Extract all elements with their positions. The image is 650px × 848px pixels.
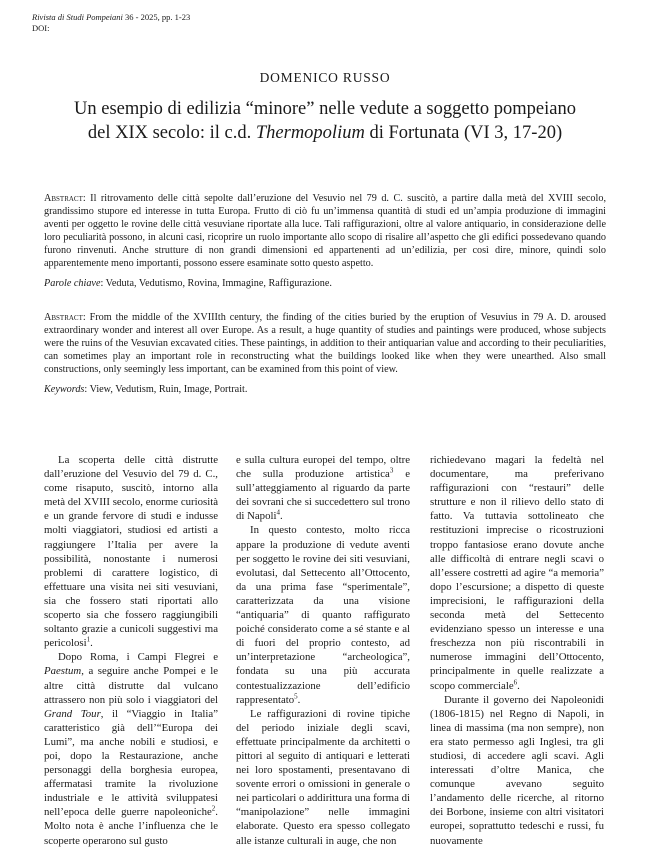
- paragraph: La scoperta delle città distrutte dall’eruzione del Vesuvio del 79 d. C., come risaputo, suscitò, intorno alla metà del XVIII secolo, enorme curiosità e un grande fervore di studi e indusse molti viaggiatori, studiosi ed artisti a raggiungere l’Italia per avere la possibilità, nonostante i numerosi problemi di carattere logistico, di effettuare una visita nei siti vesuviani, sia che fossero stati riportati allo scoperto sia che fossero raggiungibili soltanto grazie a cunicoli suggestivi ma pericolosi$^1$.: [44, 454, 218, 650]
- paragraph: [44, 650, 218, 847]
- title-italic-term: Thermopolium: [255, 123, 365, 143]
- paragraph-text: , il “Viaggio in Italia” caratteristico già dell’“Europa dei Lumi”, ma anche nobili e studiosi, e poi, dopo la Restaurazione, anche personaggi della borghesia europea, affermatasi tramite la rivoluzione industriale e le attività sviluppatesi nell’epoca delle guerre napoleoniche: [44, 707, 218, 819]
- body-column-3: [430, 453, 604, 848]
- doi-label: DOI:: [32, 23, 50, 33]
- italic-term: Paestum: [44, 665, 82, 678]
- title-part: di Fortunata (VI 3, 17-20): [364, 123, 563, 143]
- paragraph-text: Durante il governo dei Napoleonidi (1806-1815) nel Regno di Napoli, in linea di massima (ma non sempre), non era stato permesso agli Inglesi, tra gli studiosi, di accedere agli scavi. Agli interessati d’oltre Manica, che comunque avevano seguito l’andamento delle ricerche, al ritorno dei Borbone, insieme con altri visitatori europei, soprattutto tedeschi e russi, fu nuovamente: [430, 693, 604, 847]
- journal-issue: 36 - 2025, pp. 1-23: [122, 12, 191, 22]
- footnote-ref[interactable]: 4: [276, 508, 280, 517]
- journal-name: Rivista di Studi Pompeiani: [32, 12, 123, 22]
- paragraph-text: Le raffigurazioni di rovine tipiche del periodo iniziale degli scavi, effettuate principalmente da architetti o pittori al seguito di antiquari e letterati nei loro spostamenti, presentavano di sovente errori o omissioni in generale o nei particolari o addirittura una forma di “manipolazione” nelle immagini elaborate. Questo era spesso collegato alle istanze culturali in auge, che non: [236, 707, 410, 847]
- footnote-ref[interactable]: 2: [211, 804, 216, 813]
- paragraph: [236, 707, 410, 848]
- footnote-ref[interactable]: 5: [294, 692, 298, 700]
- paragraph: [430, 693, 604, 848]
- footnote-ref[interactable]: 3: [389, 466, 394, 475]
- abstract-text: Il ritrovamento delle città sepolte dall’eruzione del Vesuvio nel 79 d. C. suscitò, a partire dalla metà del XVIII secolo, grandissimo stupore ed interesse in tutta Europa. Frutto di ciò fu un’immensa quantità di studi ed un’ampia produzione di immagini aventi per oggetto le rovine delle città vesuviane riportate alla luce. Tali raffigurazioni, oltre al valore antiquario, in considerazione delle loro peculiarità possono, in alcuni casi, ricoprire un ruolo importante allo scopo di risalire all’aspetto che gli edifici possedevano quando furono rinvenuti. Anche strutture di non grandi dimensioni ed appartenenti ad un’edilizia, per così dire, minore, quindi solo apparentemente meno importanti, possono essere esaminate sotto questo aspetto.: [44, 193, 606, 269]
- keywords-text: : Veduta, Vedutismo, Rovina, Immagine, Raffigurazione.: [100, 278, 332, 289]
- abstract-italian: [44, 192, 606, 270]
- paragraph: In questo contesto, molto ricca appare la produzione di vedute aventi per soggetto le rovine dei siti vesuviani, evolutasi, dal Settecento all’Ottocento, da una prima fase “sperimentale”, caratterizzata da una visione “antiquaria” di quanto raffigurato poiché considerato come a sé stante e al di fuori del proprio contesto, ad un’interpretazione “archeologica”, fondata su una più accurata contestualizzazione dell’edificio rappresentato$^5$.: [236, 524, 410, 706]
- paragraph: richiedevano magari la fedeltà nel documentare, ma preferivano raffigurazioni con “restauri” delle strutture e non il rilievo dello stato di fatto. Va tuttavia sottolineato che restituzioni imprecise o ricostruzioni troppo fantasiose erano dovute anche alle difficoltà di entrare negli scavi o all’essere costretti ad agire “a memoria” dopo l’escursione; a dispetto di queste imprecisioni, le raffigurazioni della seconda metà del Settecento evidenziano spesso un interesse e una freschezza non più riscontrabili in numerose immagini dell’Ottocento, principalmente in quelle realizzate a scopo commerciale$^6$.: [430, 454, 604, 692]
- footnote-ref[interactable]: 1: [86, 635, 91, 644]
- keywords-italian: [44, 277, 606, 290]
- keywords-text: : View, Vedutism, Ruin, Image, Portrait.: [84, 384, 248, 395]
- keywords-english: [44, 383, 606, 396]
- title-part: del XIX secolo: il c.d.: [87, 123, 256, 143]
- title-line-2: [60, 121, 590, 145]
- abstract-label: Abstract:: [44, 312, 86, 323]
- paragraph-text: Dopo Roma, i Campi Flegrei e: [58, 651, 218, 664]
- paragraph-text: richiedevano magari la fedeltà nel documentare, ma preferivano raffigurazioni con “restauri” delle strutture e non il rilievo dello stato di fatto. Va tuttavia sottolineato che restituzioni imprecise o ricostruzioni troppo fantasiose erano dovute anche alle difficoltà di entrare negli scavi o all’essere costretti ad agire “a memoria” dopo l’escursione; a dispetto di queste imprecisioni, le raffigurazioni della seconda metà del Settecento evidenziano spesso un interesse e una freschezza non più riscontrabili in numerose immagini dell’Ottocento, principalmente in quelle realizzate a scopo commerciale: [430, 454, 604, 692]
- abstract-label: Abstract:: [44, 193, 86, 204]
- keywords-label: Keywords: [44, 384, 85, 395]
- body-column-2: [236, 453, 410, 848]
- paragraph-text: e sull’atteggiamento al riguardo da parte dei sovrani che si succedettero sul trono di Napoli: [236, 468, 410, 523]
- article-title: [60, 97, 590, 145]
- keywords-label: Parole chiave: [44, 278, 101, 289]
- paragraph-text: e sulla cultura europei del tempo, oltre che sulla produzione artistica: [236, 454, 410, 481]
- paragraph-text: , a seguire anche Pompei e le altre città distrutte dal vulcano attrassero non più solo i viaggiatori del: [44, 665, 218, 706]
- footnote-ref[interactable]: 6: [513, 677, 518, 686]
- paragraph-text: In questo contesto, molto ricca appare la produzione di vedute aventi per soggetto le rovine dei siti vesuviani, evolutasi, dal Settecento all’Ottocento, da una prima fase “sperimentale”, caratterizzata da una visione “antiquaria” di quanto raffigurato poiché considerato come a sé stante e al di fuori del proprio contesto, ad un’interpretazione “archeologica”, fondata su una più accurata contestualizzazione dell’edificio rappresentato: [236, 524, 410, 706]
- paragraph: e sulla cultura europei del tempo, oltre che sulla produzione artistica$^3$ e sull’atteggiamento al riguardo da parte dei sovrani che si succedettero sul trono di Napoli$^4$.: [236, 454, 410, 523]
- running-header: [32, 12, 190, 34]
- italic-term: Grand Tour: [44, 707, 101, 720]
- body-column-1: [44, 453, 218, 848]
- abstract-english: [44, 311, 606, 376]
- author-name: DOMENICO RUSSO: [259, 70, 391, 85]
- title-line-1: Un esempio di edilizia “minore” nelle vedute a soggetto pompeiano: [74, 99, 576, 119]
- abstract-text: From the middle of the XVIIIth century, the finding of the cities buried by the eruption of Vesuvius in 79 A. D. aroused extraordinary wonder and interest all over Europe. As a result, a huge quantity of studies and paintings were produced, whose subjects were the ruins of the Vesuvian excavated cities. These paintings, in addition to their antiquarian value and according to their peculiarities, can sometimes play an important role in reconstructing what the buildings looked like when they were unearthed. Also small constructions, only seemingly less important, can be examined from this point of view.: [44, 312, 606, 375]
- paragraph-text: . Molto nota è anche l’influenza che le scoperte operarono sul gusto: [44, 806, 218, 847]
- paragraph-text: La scoperta delle città distrutte dall’eruzione del Vesuvio del 79 d. C., come risaputo, suscitò, intorno alla metà del XVIII secolo, enorme curiosità e un grande fervore di studi e indusse molti viaggiatori, studiosi ed artisti a raggiungere l’Italia per avere la possibilità, nonostante i numerosi problemi di carattere logistico, di effettuare una visita nei siti vesuviani, sia che fossero stati riportati allo scoperto sia che fossero raggiungibili soltanto grazie a cunicoli suggestivi ma pericolosi: [44, 454, 218, 650]
